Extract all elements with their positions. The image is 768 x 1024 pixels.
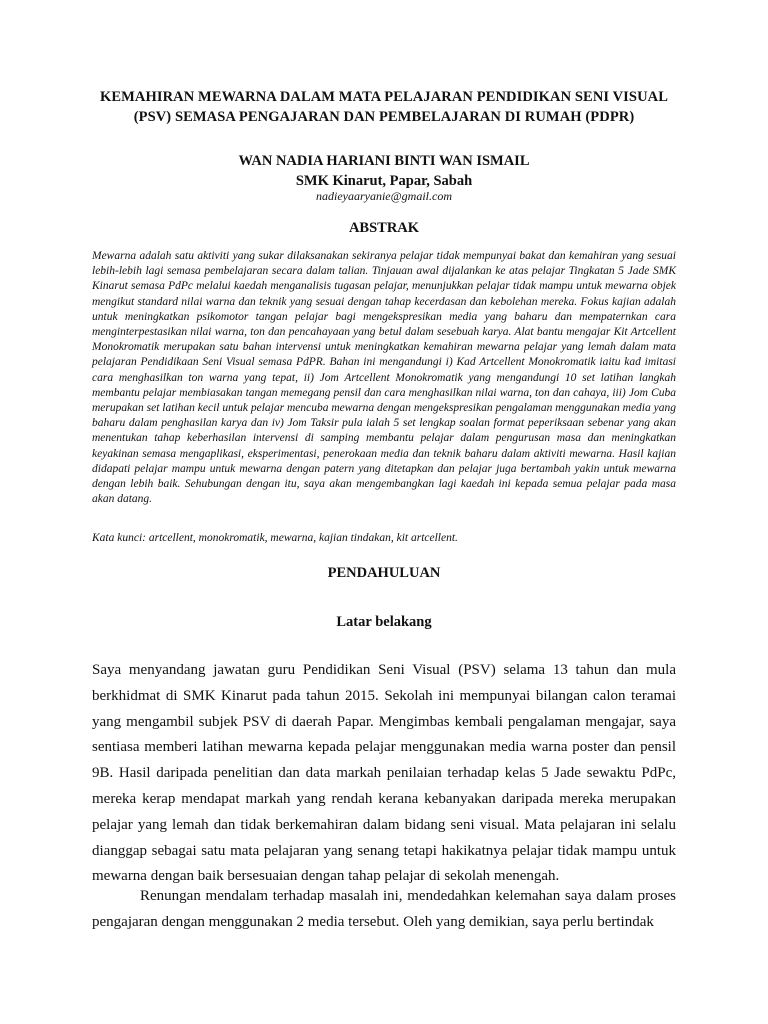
section-heading-introduction: PENDAHULUAN xyxy=(327,565,441,581)
abstract-body: Mewarna adalah satu aktiviti yang sukar dilaksanakan sekiranya pelajar tidak mempunyai bakat dan kemahiran yang sesuai lebih-lebih lagi semasa pembelajaran secara dalam talian. Tinjauan awal dijalankan ke atas pelajar Tingkatan 5 Jade SMK Kinarut semasa PdPc melalui kaedah menganalisis tugasan pelajar, menunjukkan pelajar tidak mampu untuk mewarna objek mengikut standard nilai warna dan teknik yang sesuai dengan tahap kecerdasan dan kebolehan mereka. Fokus kajian adalah untuk meningkatkan psikomotor tangan pelajar bagi mengekspresikan media yang baharu dan mempaternkan cara menginterpestasikan nilai warna, ton dan pencahayaan yang betul dalam sesebuah karya. Alat bantu mengajar Kit Artcellent Monokromatik merupakan satu bahan intervensi untuk meningkatkan kemahiran mewarna pelajar yang lemah dalam mata pelajaran Pendidikaan Seni Visual semasa PdPR. Bahan ini mengandungi i) Kad Artcellent Monokromatik iaitu kad imitasi cara menghasilkan ton warna yang tepat, ii) Jom Artcellent Monokromatik yang mengandungi 10 set latihan langkah membantu pelajar membiasakan tangan memegang pensil dan cara menghasilkan nilai warna, ton dan cahaya, iii) Jom Cuba merupakan set latihan kecil untuk pelajar mencuba mewarna dengan mengekspresikan pengalaman menggunakan media yang baharu dalam penghasilan karya dan iv) Jom Taksir pula ialah 5 set lengkap soalan format peperiksaan sebenar yang akan menentukan tahap keberhasilan intervensi di samping membantu pelajar dalam pengurusan masa dan meningkatkan keyakinan semasa mengaplikasi, eksperimentasi, penerokaan media dan teknik baharu dalam aktiviti mewarna. Hasil kajian didapati pelajar mampu untuk mewarna dengan patern yang ditetapkan dan pelajar juga bertambah yakin untuk mewarna dengan lebih baik. Sehubungan dengan itu, saya akan mengembangkan lagi kaedah ini kepada semua pelajar pada masa akan datang. xyxy=(92,250,676,506)
subsection-heading-background: Latar belakang xyxy=(336,614,432,630)
abstract-heading: ABSTRAK xyxy=(348,220,420,236)
body-paragraph: Saya menyandang jawatan guru Pendidikan Seni Visual (PSV) selama 13 tahun dan mula berkhidmat di SMK Kinarut pada tahun 2015. Sekolah ini mempunyai bilangan calon teramai yang mengambil subjek PSV di daerah Papar. Mengimbas kembali pengalaman mengajar, saya sentiasa memberi latihan mewarna kepada pelajar menggunakan media warna poster dan pensil 9B. Hasil daripada penelitian dan data markah penilaian terhadap kelas 5 Jade sewaktu PdPc, mereka kerap mendapat markah yang rendah kerana kebanyakan daripada mereka merupakan pelajar yang lemah dan tidak berkemahiran dalam bidang seni visual. Mata pelajaran ini selalu dianggap sebagai satu mata pelajaran yang senang tetapi hakikatnya pelajar tidak mampu untuk mewarna dengan baik bersesuaian dengan tahap pelajar di sekolah menengah. xyxy=(92,662,676,885)
author-name: WAN NADIA HARIANI BINTI WAN ISMAIL xyxy=(238,153,530,169)
paper-title: KEMAHIRAN MEWARNA DALAM MATA PELAJARAN PENDIDIKAN SENI VISUAL (PSV) SEMASA PENGAJARAN DAN PEMBELAJARAN DI RUMAH (PDPR) xyxy=(99,89,668,125)
author-email: nadieyaaryanie@gmail.com xyxy=(315,189,452,203)
body-paragraph: Renungan mendalam terhadap masalah ini, mendedahkan kelemahan saya dalam proses pengajaran dengan menggunakan 2 media tersebut. Oleh yang demikian, saya perlu bertindak xyxy=(92,888,676,930)
keywords: Kata kunci: artcellent, monokromatik, mewarna, kajian tindakan, kit artcellent. xyxy=(92,532,458,544)
author-affiliation: SMK Kinarut, Papar, Sabah xyxy=(295,173,473,189)
